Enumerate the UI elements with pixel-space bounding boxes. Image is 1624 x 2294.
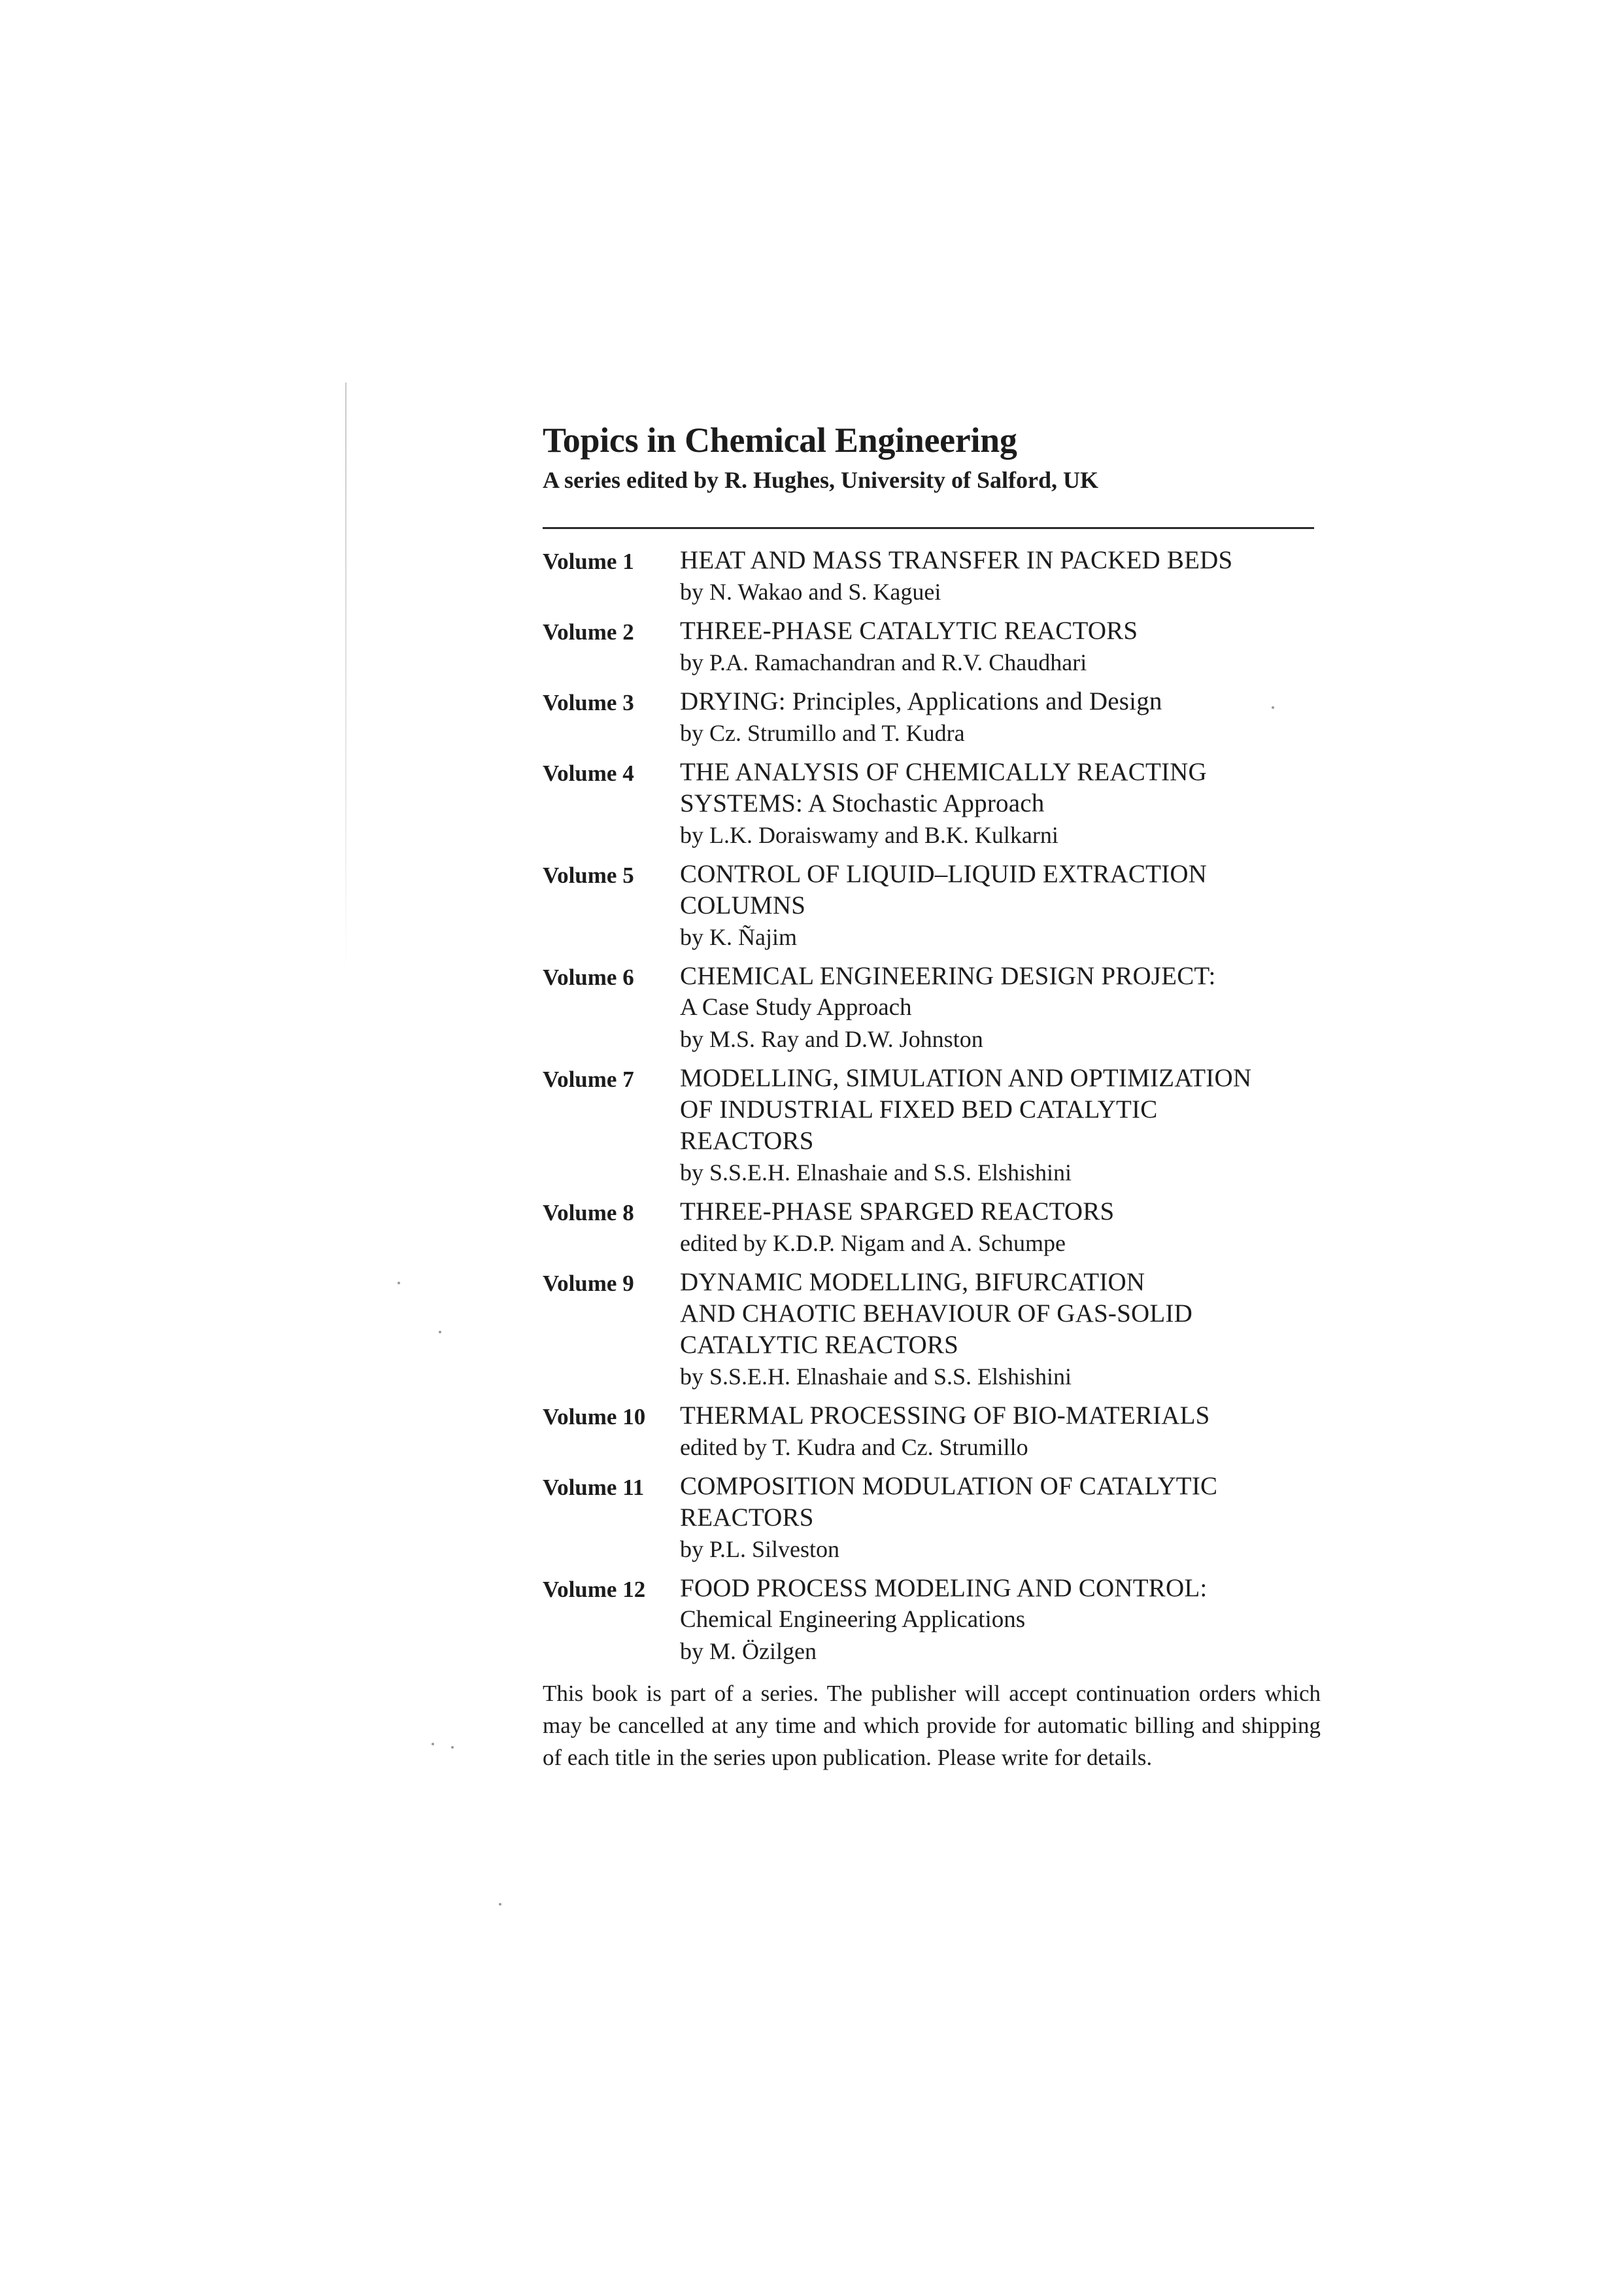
- volume-author: edited by K.D.P. Nigam and A. Schumpe: [680, 1230, 1066, 1256]
- volume-label: Volume 11: [543, 1475, 645, 1500]
- volume-title-line: DRYING: Principles, Applications and Design: [680, 687, 1162, 715]
- volume-title-line: CONTROL OF LIQUID–LIQUID EXTRACTION: [680, 860, 1208, 888]
- volume-author: by N. Wakao and S. Kaguei: [680, 579, 941, 605]
- volume-title-line: CHEMICAL ENGINEERING DESIGN PROJECT:: [680, 962, 1216, 990]
- continuation-note: This book is part of a series. The publisher will accept continuation orders which may be cancelled at any time and which provide for automatic billing and shipping of each title in the series upon publication. Please write for details.: [543, 1681, 1321, 1770]
- volume-label: Volume 5: [543, 863, 634, 888]
- volume-entry: [543, 1196, 1321, 1259]
- volume-title-line: THREE-PHASE SPARGED REACTORS: [680, 1197, 1115, 1225]
- volume-author: by K. Ñajim: [680, 924, 797, 950]
- volume-subtitle-line: A Case Study Approach: [680, 994, 912, 1021]
- volume-author: by P.L. Silveston: [680, 1536, 840, 1562]
- volume-title-line: REACTORS: [680, 1127, 814, 1155]
- volume-label: Volume 8: [543, 1200, 634, 1225]
- volume-author: by S.S.E.H. Elnashaie and S.S. Elshishini: [680, 1363, 1072, 1390]
- volume-title-line: THE ANALYSIS OF CHEMICALLY REACTING: [680, 758, 1207, 786]
- volume-label: Volume 4: [543, 761, 634, 786]
- volume-entry: [543, 615, 1321, 678]
- paper-speck: [431, 1743, 434, 1745]
- series-subtitle: A series edited by R. Hughes, University of Salford, UK: [543, 467, 1098, 493]
- volume-entry: [543, 1267, 1321, 1392]
- paper-speck: [439, 1331, 441, 1333]
- volume-list: [543, 545, 1321, 1667]
- volume-entry: [543, 961, 1321, 1055]
- volume-details: [680, 859, 1321, 953]
- volume-title-line: THREE-PHASE CATALYTIC REACTORS: [680, 617, 1138, 645]
- series-listing: [543, 419, 1321, 1773]
- volume-author: edited by T. Kudra and Cz. Strumillo: [680, 1434, 1028, 1460]
- volume-details: [680, 615, 1321, 678]
- volume-entry: [543, 757, 1321, 851]
- volume-title-line: MODELLING, SIMULATION AND OPTIMIZATION: [680, 1064, 1252, 1092]
- volume-entry: [543, 1063, 1321, 1188]
- volume-title-line: COMPOSITION MODULATION OF CATALYTIC: [680, 1472, 1218, 1500]
- volume-label: Volume 2: [543, 619, 634, 645]
- volume-label: Volume 1: [543, 549, 634, 574]
- volume-entry: [543, 686, 1321, 749]
- volume-title-line: CATALYTIC REACTORS: [680, 1331, 958, 1359]
- volume-details: [680, 1400, 1321, 1463]
- volume-entry: [543, 545, 1321, 608]
- divider-rule: [543, 527, 1314, 529]
- volume-entry: [543, 859, 1321, 953]
- volume-details: [680, 1573, 1321, 1667]
- paper-speck: [451, 1746, 454, 1749]
- volume-details: [680, 1471, 1321, 1565]
- paper-speck: [499, 1903, 501, 1906]
- binding-shadow: [345, 383, 347, 971]
- volume-label: Volume 12: [543, 1577, 646, 1602]
- volume-author: by M. Özilgen: [680, 1638, 817, 1664]
- volume-author: by S.S.E.H. Elnashaie and S.S. Elshishini: [680, 1159, 1072, 1186]
- volume-title-line: OF INDUSTRIAL FIXED BED CATALYTIC: [680, 1095, 1158, 1123]
- volume-label: Volume 7: [543, 1067, 634, 1092]
- volume-subtitle-line: Chemical Engineering Applications: [680, 1606, 1026, 1633]
- volume-details: [680, 1063, 1321, 1188]
- volume-details: [680, 757, 1321, 851]
- volume-entry: [543, 1573, 1321, 1667]
- volume-details: [680, 1196, 1321, 1259]
- volume-author: by M.S. Ray and D.W. Johnston: [680, 1026, 983, 1052]
- volume-details: [680, 961, 1321, 1055]
- volume-title-line: COLUMNS: [680, 891, 806, 919]
- volume-title-line: AND CHAOTIC BEHAVIOUR OF GAS-SOLID: [680, 1299, 1193, 1327]
- volume-entry: [543, 1400, 1321, 1463]
- volume-title-line: REACTORS: [680, 1503, 814, 1532]
- volume-label: Volume 6: [543, 965, 634, 990]
- volume-title-line: THERMAL PROCESSING OF BIO-MATERIALS: [680, 1401, 1210, 1429]
- volume-label: Volume 3: [543, 690, 634, 715]
- volume-title-line: HEAT AND MASS TRANSFER IN PACKED BEDS: [680, 546, 1233, 574]
- volume-details: [680, 545, 1321, 608]
- volume-details: [680, 686, 1321, 749]
- volume-title-line: SYSTEMS: A Stochastic Approach: [680, 789, 1045, 817]
- volume-author: by L.K. Doraiswamy and B.K. Kulkarni: [680, 822, 1058, 848]
- paper-speck: [398, 1282, 400, 1284]
- volume-title-line: DYNAMIC MODELLING, BIFURCATION: [680, 1268, 1145, 1296]
- volume-title-line: FOOD PROCESS MODELING AND CONTROL:: [680, 1574, 1208, 1602]
- volume-author: by Cz. Strumillo and T. Kudra: [680, 720, 965, 746]
- volume-author: by P.A. Ramachandran and R.V. Chaudhari: [680, 649, 1087, 676]
- series-title: Topics in Chemical Engineering: [543, 420, 1017, 460]
- volume-entry: [543, 1471, 1321, 1565]
- volume-label: Volume 9: [543, 1271, 634, 1296]
- volume-label: Volume 10: [543, 1404, 646, 1429]
- volume-details: [680, 1267, 1321, 1392]
